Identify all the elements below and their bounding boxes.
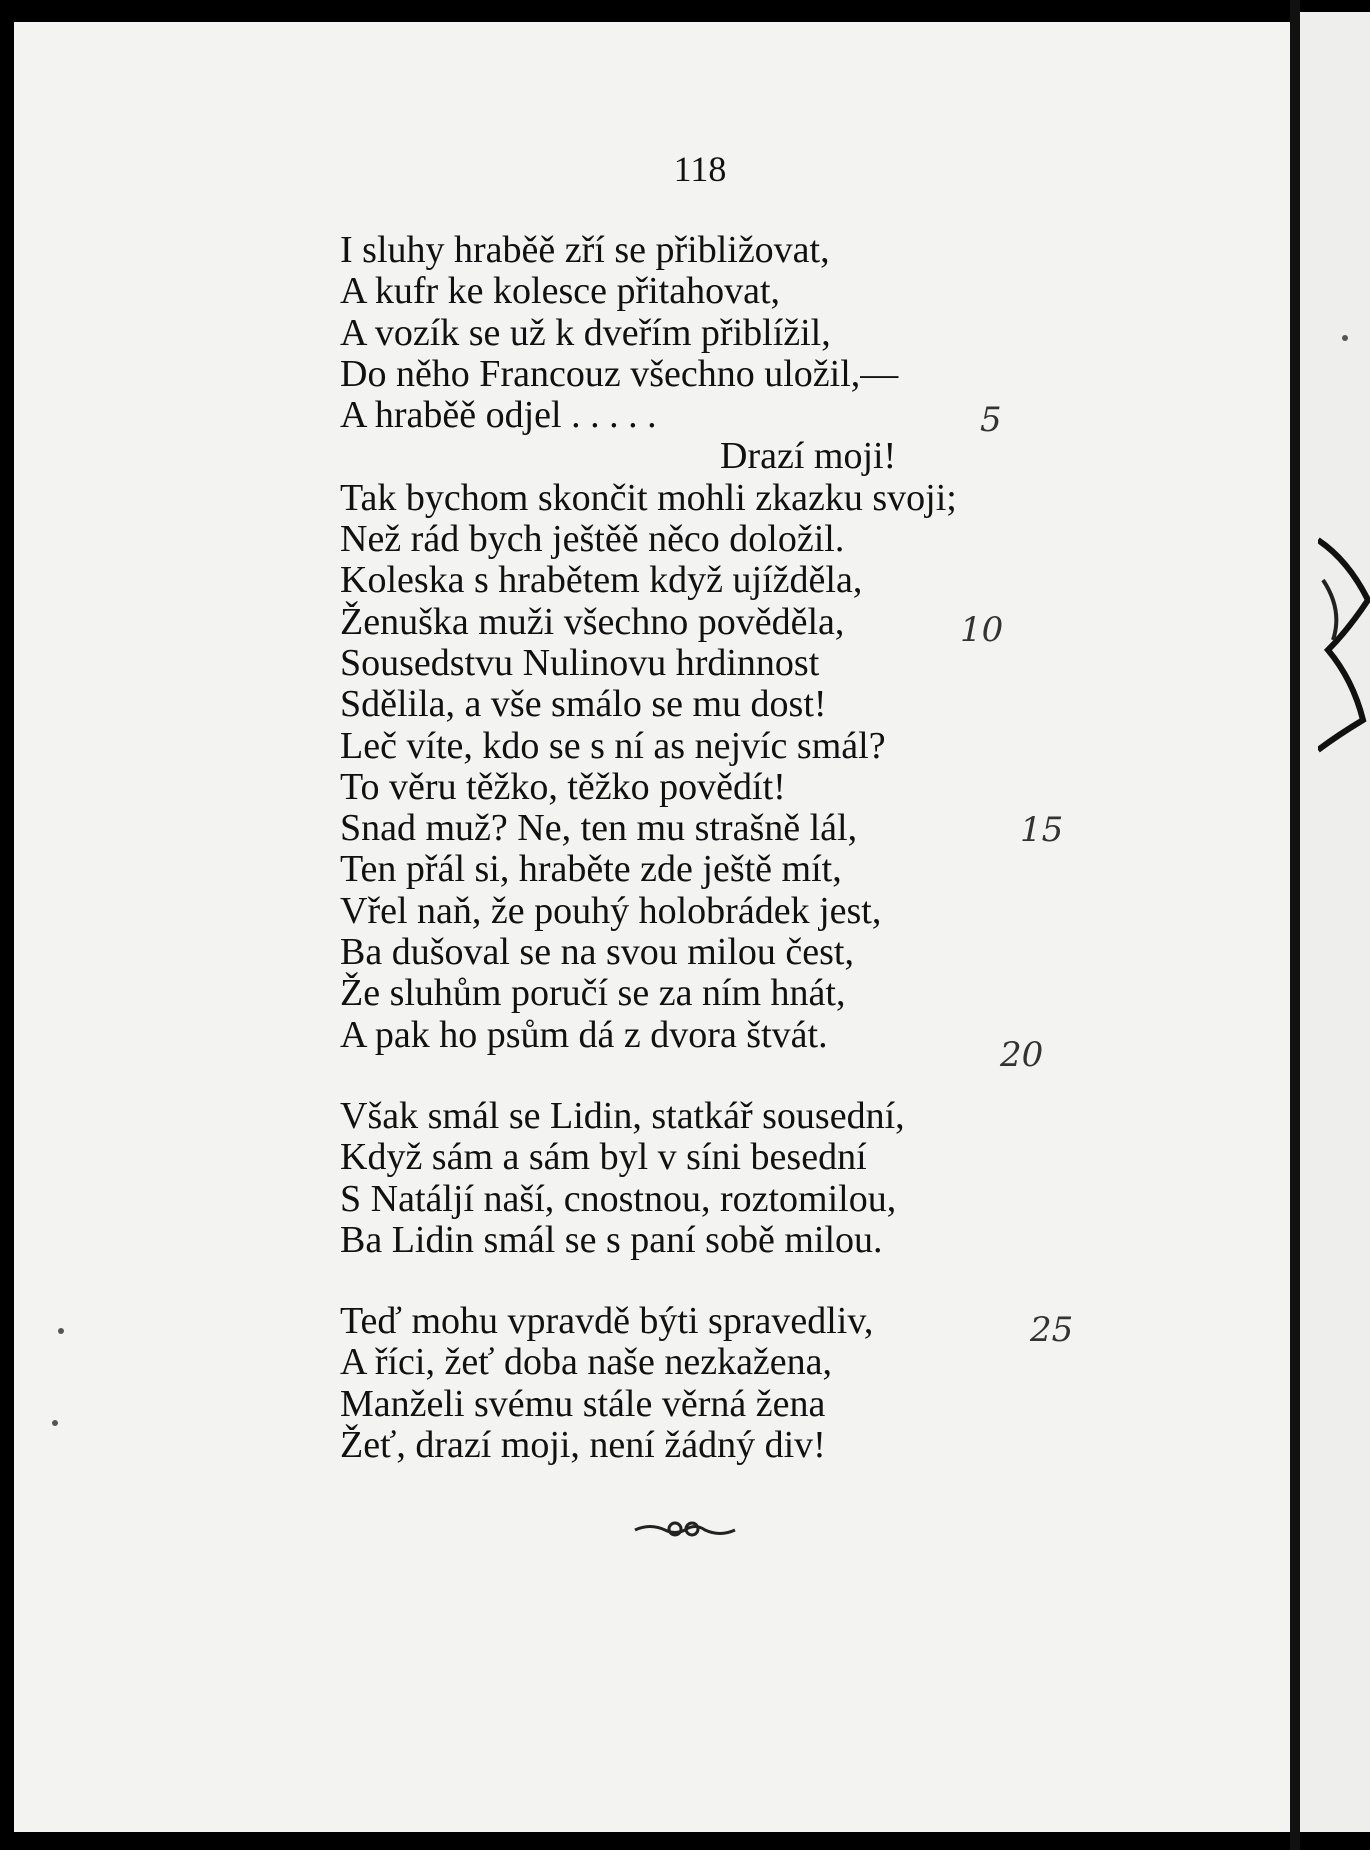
adjacent-page-decoration-icon bbox=[1318, 520, 1370, 760]
poem-line: A kufr ke kolesce přitahovat, bbox=[340, 270, 781, 313]
poem-line: A říci, žeť doba naše nezkažena, bbox=[340, 1341, 833, 1384]
page-number: 118 bbox=[673, 149, 727, 189]
poem-line: Sdělila, a vše smálo se mu dost! bbox=[340, 683, 827, 726]
poem-line: Ten přál si, hraběte zde ještě mít, bbox=[340, 848, 842, 891]
adjacent-page bbox=[1300, 12, 1370, 1832]
poem-line: Ženuška muži všechno pověděla, bbox=[340, 600, 845, 643]
poem-line: Do něho Francouz všechno uložil,— bbox=[340, 352, 899, 395]
poem-line: A vozík se už k dveřím přiblížil, bbox=[340, 311, 831, 354]
poem-line: I sluhy hraběě zří se přibližovat, bbox=[340, 229, 830, 271]
poem-line: S Natáljí naší, cnostnou, roztomilou, bbox=[340, 1177, 897, 1220]
poem-line: Sousedstvu Nulinovu hrdinnost bbox=[340, 641, 820, 684]
poem-line: Však smál se Lidin, statkář sousední, bbox=[340, 1094, 905, 1137]
dot-mark bbox=[58, 1328, 64, 1334]
poem-line: Žeť, drazí moji, není žádný div! bbox=[340, 1424, 826, 1467]
poem-line: A hraběě odjel . . . . . bbox=[340, 394, 657, 437]
poem-line: Že sluhům poručí se za ním hnát, bbox=[340, 972, 846, 1015]
poem-line: A pak ho psům dá z dvora štvát. bbox=[340, 1013, 828, 1056]
poem-line-indented: Drazí moji! bbox=[720, 435, 897, 478]
dot-mark bbox=[1342, 335, 1348, 341]
poem-line: Když sám a sám byl v síni besední bbox=[340, 1136, 867, 1179]
margin-note-5: 5 bbox=[980, 400, 1002, 440]
poem-line: Než rád bych ještěě něco doložil. bbox=[340, 518, 845, 561]
poem-line: Tak bychom skončit mohli zkazku svoji; bbox=[340, 476, 957, 519]
poem-line: Manželi svému stále věrná žena bbox=[340, 1382, 826, 1425]
poem-line: Ba dušoval se na svou milou čest, bbox=[340, 931, 854, 974]
page-edge bbox=[1290, 0, 1300, 1850]
margin-note-20: 20 bbox=[1000, 1035, 1044, 1075]
poem-line: To věru těžko, těžko povědít! bbox=[340, 765, 786, 808]
stanza-gap bbox=[340, 1261, 1160, 1301]
poem-line: Vřel naň, že pouhý holobrádek jest, bbox=[340, 889, 882, 932]
dot-mark bbox=[52, 1420, 58, 1426]
margin-note-25: 25 bbox=[1030, 1310, 1074, 1350]
poem-line: Snad muž? Ne, ten mu strašně lál, bbox=[340, 807, 858, 850]
poem-line: Koleska s hrabětem když ujížděla, bbox=[340, 559, 863, 602]
fleuron-ornament-icon bbox=[630, 1515, 740, 1545]
margin-note-10: 10 bbox=[960, 610, 1004, 650]
margin-note-15: 15 bbox=[1020, 810, 1064, 850]
poem-line: Ba Lidin smál se s paní sobě milou. bbox=[340, 1218, 883, 1261]
poem-line: Leč víte, kdo se s ní as nejvíc smál? bbox=[340, 724, 886, 767]
poem-line: Teď mohu vpravdě býti spravedliv, bbox=[340, 1300, 874, 1343]
